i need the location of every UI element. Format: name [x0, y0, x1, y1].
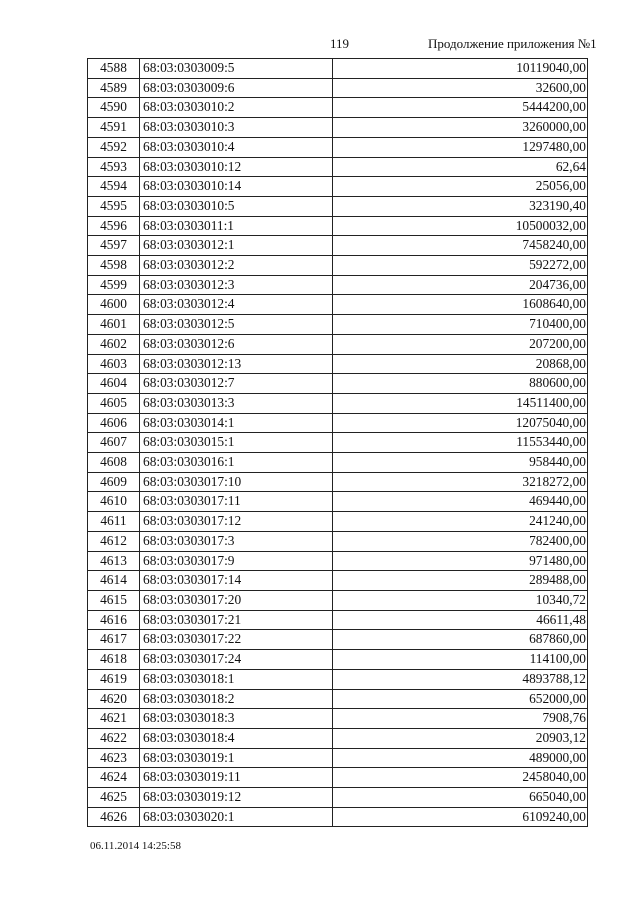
row-number-cell: 4609: [88, 472, 140, 492]
cadastral-value-cell: 114100,00: [333, 650, 588, 670]
appendix-caption: Продолжение приложения №1: [428, 36, 597, 51]
table-row: [88, 354, 588, 374]
row-number-cell: 4601: [88, 315, 140, 335]
cadastral-value-cell: 3218272,00: [333, 472, 588, 492]
table-row: [88, 709, 588, 729]
row-number-cell: 4616: [88, 610, 140, 630]
table-row: [88, 630, 588, 650]
cadastral-value-cell: 489000,00: [333, 748, 588, 768]
cadastral-value-cell: 204736,00: [333, 275, 588, 295]
cadastral-number-cell: 68:03:0303010:5: [140, 196, 333, 216]
table-row: [88, 157, 588, 177]
row-number-cell: 4599: [88, 275, 140, 295]
cadastral-number-cell: 68:03:0303018:4: [140, 728, 333, 748]
table-row: [88, 472, 588, 492]
cadastral-value-cell: 11553440,00: [333, 433, 588, 453]
table-row: [88, 728, 588, 748]
row-number-cell: 4622: [88, 728, 140, 748]
table-row: [88, 788, 588, 808]
cadastral-value-cell: 14511400,00: [333, 393, 588, 413]
row-number-cell: 4606: [88, 413, 140, 433]
row-number-cell: 4592: [88, 137, 140, 157]
cadastral-number-cell: 68:03:0303017:3: [140, 531, 333, 551]
row-number-cell: 4596: [88, 216, 140, 236]
cadastral-number-cell: 68:03:0303009:6: [140, 78, 333, 98]
cadastral-value-cell: 241240,00: [333, 512, 588, 532]
cadastral-number-cell: 68:03:0303010:2: [140, 98, 333, 118]
table-row: [88, 807, 588, 827]
cadastral-number-cell: 68:03:0303012:1: [140, 236, 333, 256]
row-number-cell: 4620: [88, 689, 140, 709]
cadastral-number-cell: 68:03:0303017:12: [140, 512, 333, 532]
cadastral-value-cell: 10119040,00: [333, 59, 588, 79]
table-row: [88, 275, 588, 295]
cadastral-number-cell: 68:03:0303019:11: [140, 768, 333, 788]
cadastral-number-cell: 68:03:0303009:5: [140, 59, 333, 79]
row-number-cell: 4588: [88, 59, 140, 79]
table-row: [88, 531, 588, 551]
cadastral-number-cell: 68:03:0303017:22: [140, 630, 333, 650]
table-row: [88, 216, 588, 236]
cadastral-value-cell: 32600,00: [333, 78, 588, 98]
cadastral-number-cell: 68:03:0303010:4: [140, 137, 333, 157]
cadastral-value-cell: 207200,00: [333, 334, 588, 354]
row-number-cell: 4607: [88, 433, 140, 453]
row-number-cell: 4623: [88, 748, 140, 768]
row-number-cell: 4595: [88, 196, 140, 216]
cadastral-number-cell: 68:03:0303019:12: [140, 788, 333, 808]
cadastral-number-cell: 68:03:0303012:5: [140, 315, 333, 335]
cadastral-number-cell: 68:03:0303018:3: [140, 709, 333, 729]
cadastral-value-cell: 652000,00: [333, 689, 588, 709]
cadastral-value-cell: 7908,76: [333, 709, 588, 729]
table-row: [88, 78, 588, 98]
table-row: [88, 256, 588, 276]
table-row: [88, 453, 588, 473]
cadastral-number-cell: 68:03:0303012:6: [140, 334, 333, 354]
cadastral-value-cell: 880600,00: [333, 374, 588, 394]
row-number-cell: 4626: [88, 807, 140, 827]
cadastral-value-cell: 2458040,00: [333, 768, 588, 788]
cadastral-value-cell: 958440,00: [333, 453, 588, 473]
row-number-cell: 4608: [88, 453, 140, 473]
cadastral-number-cell: 68:03:0303010:3: [140, 118, 333, 138]
table-row: [88, 748, 588, 768]
cadastral-number-cell: 68:03:0303012:3: [140, 275, 333, 295]
row-number-cell: 4624: [88, 768, 140, 788]
table-row: [88, 590, 588, 610]
row-number-cell: 4591: [88, 118, 140, 138]
table-row: [88, 118, 588, 138]
cadastral-value-cell: 592272,00: [333, 256, 588, 276]
cadastral-number-cell: 68:03:0303020:1: [140, 807, 333, 827]
row-number-cell: 4625: [88, 788, 140, 808]
cadastral-number-cell: 68:03:0303013:3: [140, 393, 333, 413]
row-number-cell: 4614: [88, 571, 140, 591]
row-number-cell: 4597: [88, 236, 140, 256]
row-number-cell: 4594: [88, 177, 140, 197]
table-row: [88, 315, 588, 335]
cadastral-number-cell: 68:03:0303017:14: [140, 571, 333, 591]
cadastral-value-cell: 5444200,00: [333, 98, 588, 118]
cadastral-number-cell: 68:03:0303012:7: [140, 374, 333, 394]
row-number-cell: 4605: [88, 393, 140, 413]
row-number-cell: 4600: [88, 295, 140, 315]
row-number-cell: 4602: [88, 334, 140, 354]
cadastral-value-cell: 7458240,00: [333, 236, 588, 256]
cadastral-value-cell: 289488,00: [333, 571, 588, 591]
table-row: [88, 196, 588, 216]
table-row: [88, 59, 588, 79]
cadastral-number-cell: 68:03:0303017:11: [140, 492, 333, 512]
cadastral-number-cell: 68:03:0303017:9: [140, 551, 333, 571]
cadastral-value-cell: 20868,00: [333, 354, 588, 374]
row-number-cell: 4589: [88, 78, 140, 98]
cadastral-number-cell: 68:03:0303019:1: [140, 748, 333, 768]
cadastral-value-cell: 323190,40: [333, 196, 588, 216]
cadastral-value-cell: 687860,00: [333, 630, 588, 650]
cadastral-number-cell: 68:03:0303016:1: [140, 453, 333, 473]
table-row: [88, 334, 588, 354]
table-row: [88, 492, 588, 512]
cadastral-number-cell: 68:03:0303017:20: [140, 590, 333, 610]
cadastral-value-cell: 710400,00: [333, 315, 588, 335]
table-body: [88, 59, 588, 827]
row-number-cell: 4593: [88, 157, 140, 177]
row-number-cell: 4615: [88, 590, 140, 610]
table-row: [88, 98, 588, 118]
table-row: [88, 512, 588, 532]
table-row: [88, 571, 588, 591]
row-number-cell: 4621: [88, 709, 140, 729]
cadastral-value-cell: 25056,00: [333, 177, 588, 197]
cadastral-value-cell: 665040,00: [333, 788, 588, 808]
cadastral-number-cell: 68:03:0303012:4: [140, 295, 333, 315]
table-row: [88, 433, 588, 453]
table-row: [88, 413, 588, 433]
row-number-cell: 4610: [88, 492, 140, 512]
print-timestamp: 06.11.2014 14:25:58: [90, 840, 181, 852]
cadastral-value-cell: 62,64: [333, 157, 588, 177]
row-number-cell: 4612: [88, 531, 140, 551]
table-row: [88, 689, 588, 709]
cadastral-number-cell: 68:03:0303010:12: [140, 157, 333, 177]
cadastral-number-cell: 68:03:0303017:24: [140, 650, 333, 670]
cadastral-number-cell: 68:03:0303018:1: [140, 669, 333, 689]
row-number-cell: 4611: [88, 512, 140, 532]
cadastral-value-cell: 1297480,00: [333, 137, 588, 157]
row-number-cell: 4618: [88, 650, 140, 670]
table-row: [88, 295, 588, 315]
row-number-cell: 4603: [88, 354, 140, 374]
cadastral-number-cell: 68:03:0303018:2: [140, 689, 333, 709]
cadastral-number-cell: 68:03:0303015:1: [140, 433, 333, 453]
row-number-cell: 4619: [88, 669, 140, 689]
table-row: [88, 610, 588, 630]
table-row: [88, 551, 588, 571]
cadastral-value-cell: 12075040,00: [333, 413, 588, 433]
cadastral-value-cell: 20903,12: [333, 728, 588, 748]
table-row: [88, 137, 588, 157]
cadastral-value-table: [87, 58, 588, 827]
cadastral-value-cell: 10500032,00: [333, 216, 588, 236]
page-number: 119: [330, 36, 350, 51]
cadastral-value-cell: 6109240,00: [333, 807, 588, 827]
table-row: [88, 768, 588, 788]
cadastral-value-cell: 46611,48: [333, 610, 588, 630]
cadastral-number-cell: 68:03:0303010:14: [140, 177, 333, 197]
cadastral-value-cell: 4893788,12: [333, 669, 588, 689]
cadastral-value-cell: 971480,00: [333, 551, 588, 571]
cadastral-number-cell: 68:03:0303014:1: [140, 413, 333, 433]
cadastral-value-cell: 782400,00: [333, 531, 588, 551]
row-number-cell: 4590: [88, 98, 140, 118]
row-number-cell: 4598: [88, 256, 140, 276]
table-row: [88, 236, 588, 256]
row-number-cell: 4604: [88, 374, 140, 394]
cadastral-number-cell: 68:03:0303012:13: [140, 354, 333, 374]
cadastral-number-cell: 68:03:0303017:21: [140, 610, 333, 630]
table-row: [88, 393, 588, 413]
cadastral-value-cell: 3260000,00: [333, 118, 588, 138]
table-row: [88, 669, 588, 689]
cadastral-value-cell: 10340,72: [333, 590, 588, 610]
row-number-cell: 4617: [88, 630, 140, 650]
cadastral-number-cell: 68:03:0303012:2: [140, 256, 333, 276]
cadastral-number-cell: 68:03:0303017:10: [140, 472, 333, 492]
table-row: [88, 374, 588, 394]
cadastral-value-cell: 1608640,00: [333, 295, 588, 315]
cadastral-number-cell: 68:03:0303011:1: [140, 216, 333, 236]
row-number-cell: 4613: [88, 551, 140, 571]
table-row: [88, 650, 588, 670]
table-row: [88, 177, 588, 197]
cadastral-value-cell: 469440,00: [333, 492, 588, 512]
